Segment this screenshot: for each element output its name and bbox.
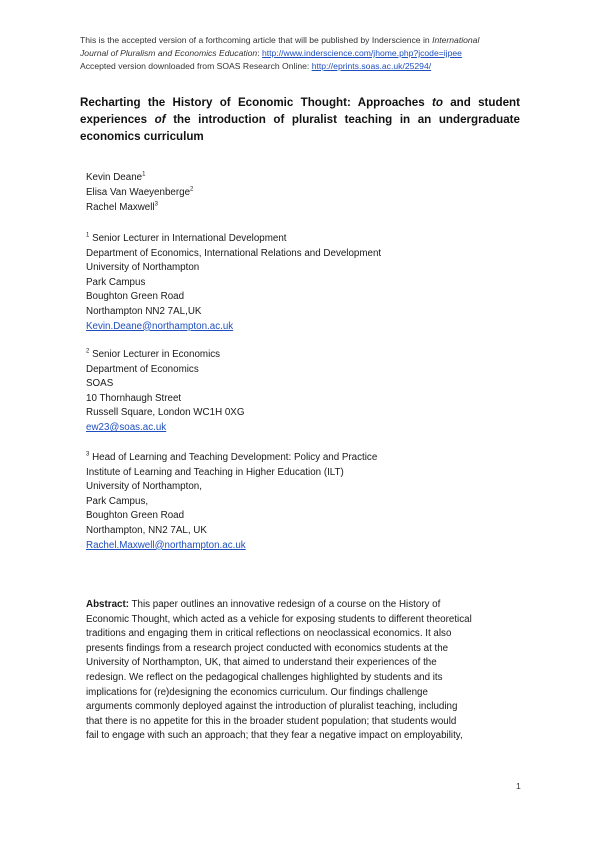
author: Elisa Van Waeyenberge$^2$ xyxy=(86,186,194,198)
email-link-maxwell[interactable]: Rachel.Maxwell@northampton.ac.uk xyxy=(86,539,246,551)
page-number: 1 xyxy=(516,781,521,791)
notice-line-3: Accepted version downloaded from SOAS Research Online: http://eprints.soas.ac.uk/25294/ xyxy=(80,61,432,71)
affiliation-3: $^3$ Head of Learning and Teaching Development: Policy and Practice Institute of Learning and Teaching in Higher Education (ILT) University of Northampton, Park Campus, Boughton Green Road Northampton, NN2 7AL, UK Rachel.Maxwell@northampton.ac.uk xyxy=(86,451,378,551)
email-link-van-waeyenberge[interactable]: ew23@soas.ac.uk xyxy=(86,421,167,433)
notice-line-2: Journal of Pluralism and Economics Education: http://www.inderscience.com/jhome.php?jcode=ijpee xyxy=(80,48,462,58)
affiliation-2: $^2$ Senior Lecturer in Economics Department of Economics SOAS 10 Thornhaugh Street Russell Square, London WC1H 0XG ew23@soas.ac.uk xyxy=(86,348,245,433)
affiliation-role: $^2$ Senior Lecturer in Economics xyxy=(86,348,221,360)
affiliation-1: $^1$ Senior Lecturer in International Development Department of Economics, International Relations and Development University of Northampton Park Campus Boughton Green Road Northampton NN2 7AL,UK Kevin.Deane@northampton.ac.uk xyxy=(86,232,382,332)
abstract-label: Abstract: xyxy=(86,599,130,610)
author: Rachel Maxwell$^3$ xyxy=(86,201,158,213)
journal-link[interactable]: http://www.inderscience.com/jhome.php?jcode=ijpee xyxy=(262,48,462,58)
notice-line-1: This is the accepted version of a forthcoming article that will be published by Inderscience in International xyxy=(80,35,480,45)
email-link-deane[interactable]: Kevin.Deane@northampton.ac.uk xyxy=(86,320,234,332)
affiliation-role: $^3$ Head of Learning and Teaching Development: Policy and Practice xyxy=(86,451,378,463)
journal-name-part1: International xyxy=(432,35,480,45)
author-list xyxy=(86,170,193,215)
soas-research-link[interactable]: http://eprints.soas.ac.uk/25294/ xyxy=(311,61,432,71)
publication-notice xyxy=(80,34,520,73)
author: Kevin Deane$^1$ xyxy=(86,171,146,183)
affiliation-role: $^1$ Senior Lecturer in International Development xyxy=(86,232,287,244)
abstract: Abstract: This paper outlines an innovative redesign of a course on the History of Economic Thought, which acted as a vehicle for exposing students to different theoretical traditions and engaging them in critical reflections on neoclassical economics. It also presents findings from a research project conducted with economics students at the University of Northampton, UK, that aimed to understand their experiences of the redesign. We reflect on the pedagogical challenges highlighted by students and its implications for (re)designing the economics curriculum. Our findings challenge arguments commonly deployed against the introduction of pluralist teaching, including that there is no appetite for this in the broader student population; that students would fail to engage with such an approach; that they fear a negative impact on employability, xyxy=(86,599,472,742)
paper-title: Recharting the History of Economic Thought: Approaches to and student experiences of the introduction of pluralist teaching in an undergraduate economics curriculum xyxy=(80,96,520,143)
journal-name-part2: Journal of Pluralism and Economics Education xyxy=(80,48,258,58)
